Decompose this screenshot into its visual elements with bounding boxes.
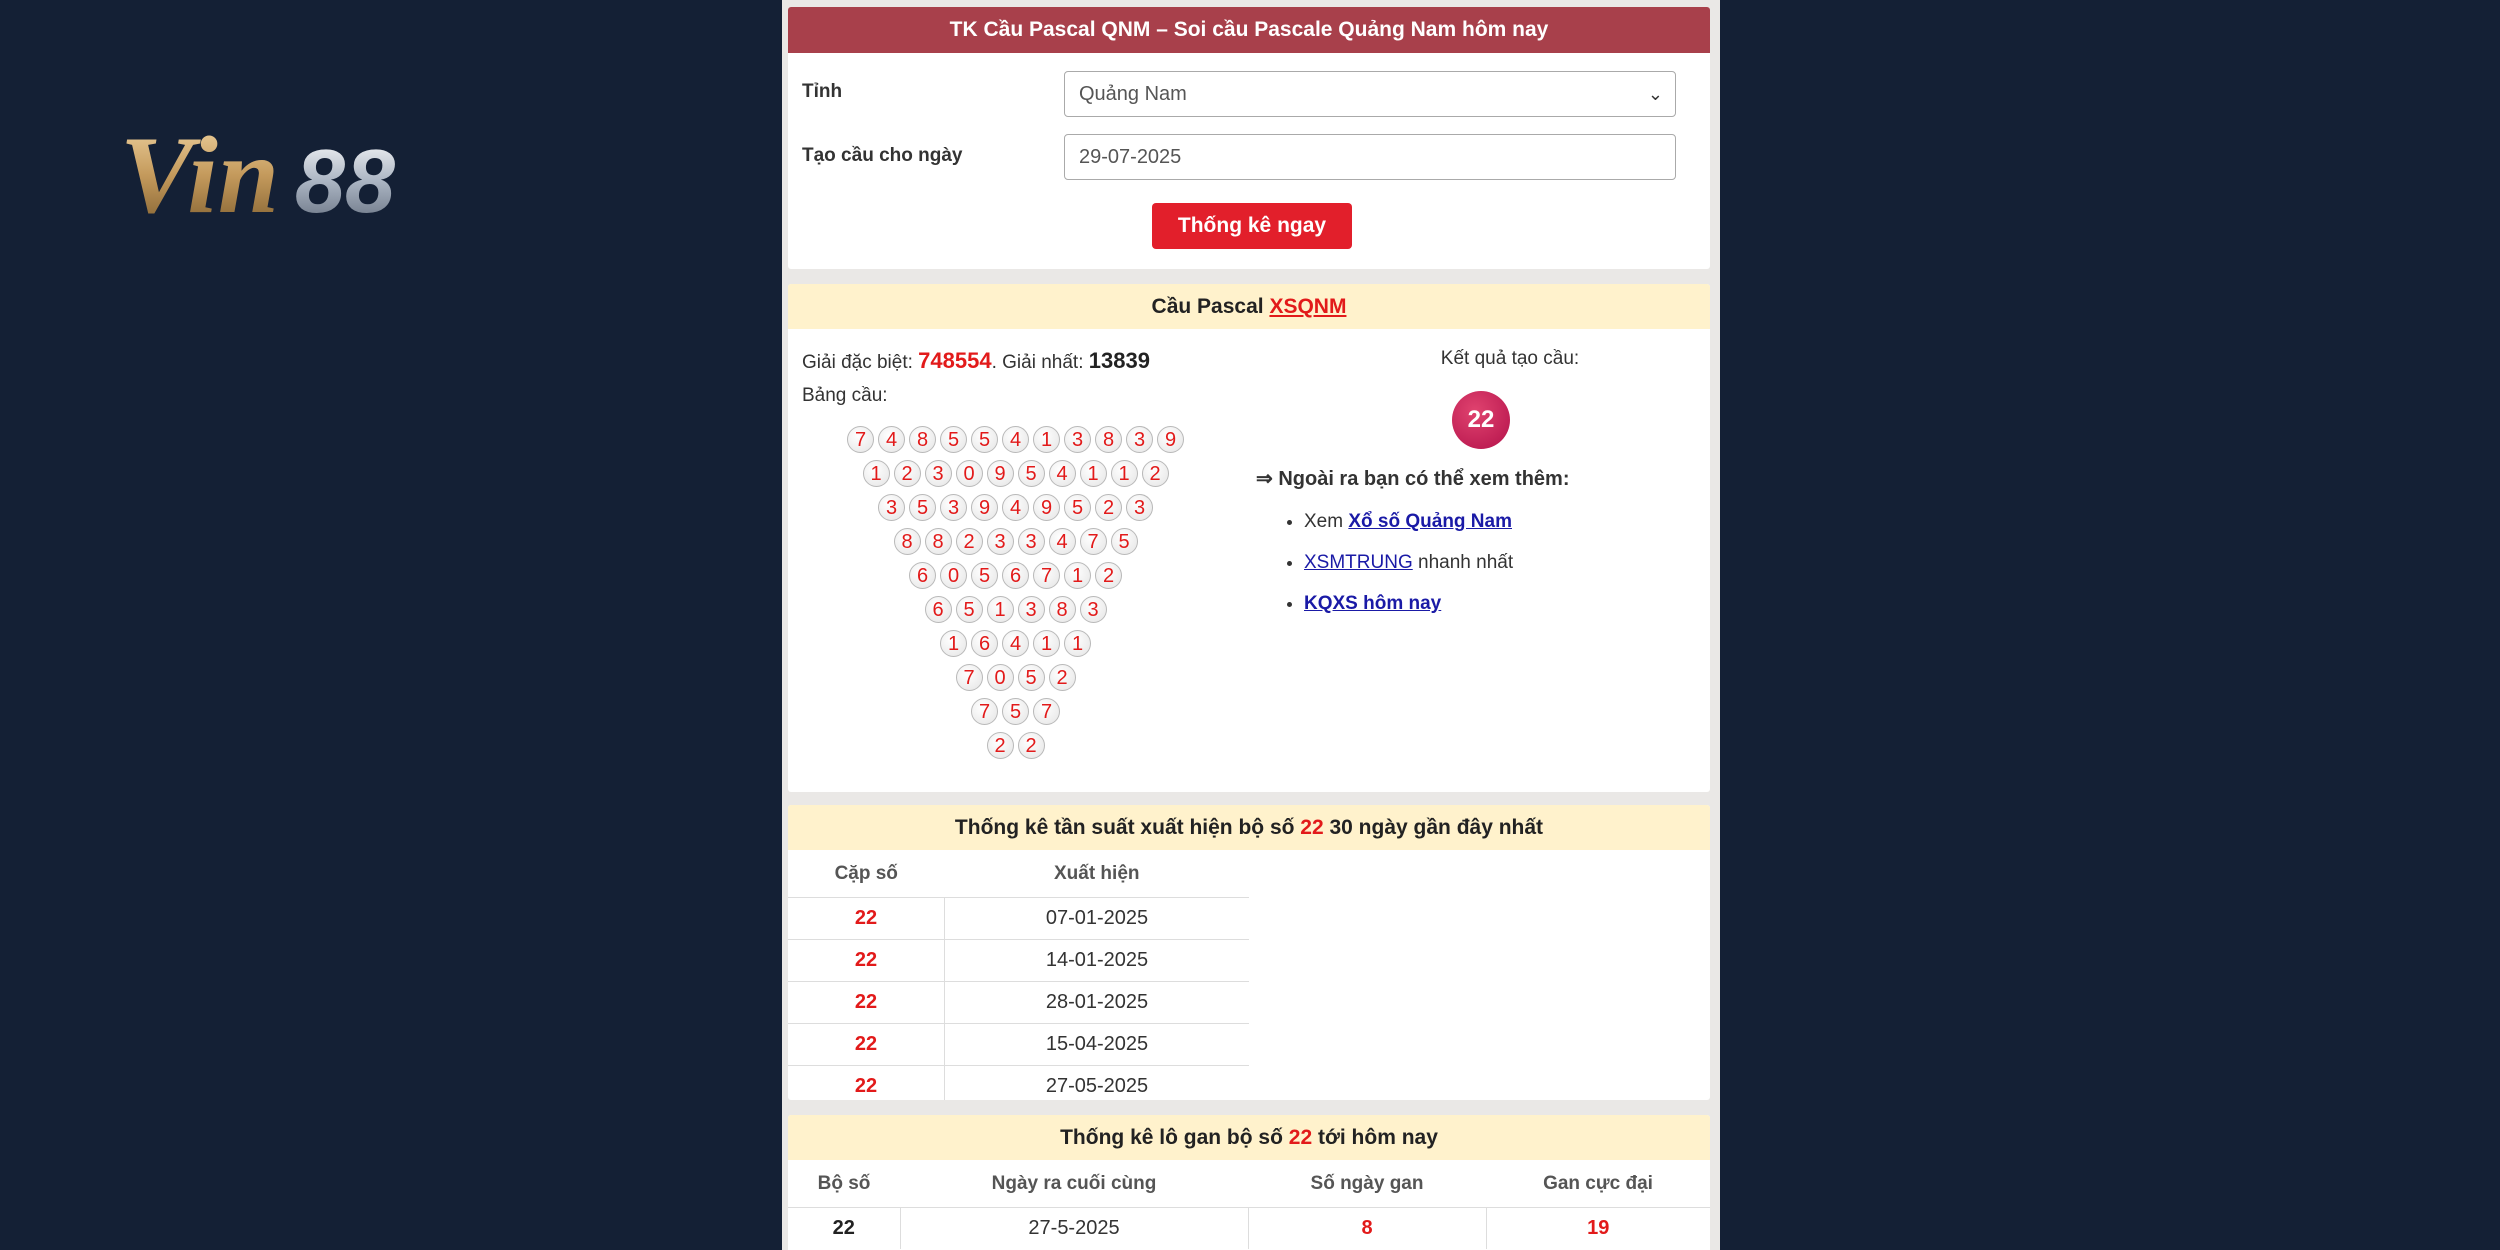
pascal-ball: 2 [1095, 562, 1122, 589]
form-title: TK Cầu Pascal QNM – Soi cầu Pascale Quảng Nam hôm nay [788, 7, 1710, 53]
pascal-ball: 2 [1018, 732, 1045, 759]
pascal-ball: 1 [1033, 630, 1060, 657]
pascal-ball: 8 [894, 528, 921, 555]
col-gan-days-header: Số ngày gan [1310, 1172, 1424, 1194]
table-row [788, 1208, 1710, 1250]
pair-cell: 22 [788, 1024, 945, 1066]
date-cell: 15-04-2025 [945, 1024, 1250, 1066]
pascal-title-prefix: Cầu Pascal [1151, 295, 1270, 318]
table-row [788, 1024, 1249, 1066]
first-label: . Giải nhất: [991, 352, 1089, 373]
pascal-ball: 3 [1018, 596, 1045, 623]
date-label: Tạo cầu cho ngày [802, 145, 963, 166]
pascal-result-card [788, 284, 1710, 792]
main-column [782, 0, 1720, 1250]
pascal-ball: 0 [956, 460, 983, 487]
pascal-ball: 2 [1049, 664, 1076, 691]
pascal-ball: 2 [956, 528, 983, 555]
pascal-ball: 3 [1080, 596, 1107, 623]
gan-title-prefix: Thống kê lô gan bộ số [1060, 1126, 1289, 1149]
pair-cell: 22 [788, 982, 945, 1024]
pascal-ball: 3 [1126, 494, 1153, 521]
gan-title-number: 22 [1288, 1126, 1313, 1149]
board-label: Bảng cầu: [802, 385, 888, 406]
pascal-ball: 1 [940, 630, 967, 657]
pascal-ball: 4 [1049, 528, 1076, 555]
pascal-ball: 5 [1064, 494, 1091, 521]
pascal-ball: 9 [1157, 426, 1184, 453]
pascal-ball: 7 [1080, 528, 1107, 555]
col-number-header: Bộ số [817, 1172, 871, 1194]
pascal-ball: 1 [1064, 562, 1091, 589]
table-row [788, 940, 1249, 982]
province-select[interactable] [1064, 71, 1676, 117]
freq-title-number: 22 [1300, 816, 1324, 839]
list-item [1304, 547, 1513, 588]
pascal-ball: 5 [956, 596, 983, 623]
pascal-ball: 1 [1064, 630, 1091, 657]
last-date-cell: 27-5-2025 [900, 1208, 1248, 1250]
date-cell: 14-01-2025 [945, 940, 1250, 982]
pascal-ball: 3 [1064, 426, 1091, 453]
province-label: Tỉnh [802, 81, 843, 102]
pascal-ball: 3 [940, 494, 967, 521]
pascal-ball: 7 [971, 698, 998, 725]
pascal-ball: 1 [1033, 426, 1060, 453]
pascal-ball: 1 [863, 460, 890, 487]
pascal-ball: 8 [925, 528, 952, 555]
pair-cell: 22 [788, 940, 945, 982]
frequency-title [788, 805, 1710, 850]
pascal-ball: 7 [956, 664, 983, 691]
max-gan-cell: 19 [1486, 1208, 1710, 1250]
special-label: Giải đặc biệt: [802, 352, 919, 373]
submit-button[interactable]: Thống kê ngay [1152, 203, 1352, 249]
col-pair-header: Cặp số [834, 862, 898, 884]
pair-cell: 22 [788, 898, 945, 940]
province-value: Quảng Nam [1079, 83, 1187, 105]
pascal-ball: 6 [925, 596, 952, 623]
col-appear-header: Xuất hiện [1053, 862, 1140, 884]
date-cell: 07-01-2025 [945, 898, 1250, 940]
gan-days-cell: 8 [1248, 1208, 1486, 1250]
pair-cell: 22 [788, 1066, 945, 1101]
pascal-ball: 4 [1002, 630, 1029, 657]
freq-title-prefix: Thống kê tần suất xuất hiện bộ số [954, 816, 1301, 839]
gan-card [788, 1115, 1710, 1250]
pascal-ball: 4 [1002, 494, 1029, 521]
col-max-gan-header: Gan cực đại [1543, 1172, 1653, 1194]
pascal-ball: 1 [1080, 460, 1107, 487]
pascal-ball: 6 [909, 562, 936, 589]
result-label: Kết quả tạo cầu: [1440, 348, 1580, 369]
more-title: ⇒ Ngoài ra bạn có thể xem thêm: [1256, 468, 1570, 490]
gan-table [788, 1160, 1710, 1249]
pascal-ball: 5 [909, 494, 936, 521]
pascal-ball: 5 [1018, 664, 1045, 691]
pascal-ball: 5 [940, 426, 967, 453]
pascal-ball: 4 [1049, 460, 1076, 487]
number-cell: 22 [788, 1208, 900, 1250]
logo-88-text: 88 [295, 132, 396, 232]
pascal-ball: 5 [1018, 460, 1045, 487]
pascal-ball: 3 [1018, 528, 1045, 555]
freq-title-suffix: 30 ngày gần đây nhất [1323, 816, 1544, 839]
logo-vin-text: Vin [120, 114, 280, 236]
list-item [1304, 506, 1513, 547]
pascal-ball: 0 [987, 664, 1014, 691]
date-input[interactable]: 29-07-2025 [1064, 134, 1676, 180]
pascal-ball: 5 [971, 562, 998, 589]
col-last-date-header: Ngày ra cuối cùng [991, 1172, 1157, 1194]
more-2-suffix: nhanh nhất [1412, 552, 1514, 573]
pascal-ball: 9 [987, 460, 1014, 487]
pascal-ball: 6 [1002, 562, 1029, 589]
pascal-ball: 1 [1111, 460, 1138, 487]
pascal-form-card [788, 7, 1710, 269]
pascal-ball: 9 [971, 494, 998, 521]
pascal-ball: 4 [878, 426, 905, 453]
pascal-ball: 6 [971, 630, 998, 657]
pascal-ball: 8 [1049, 596, 1076, 623]
pascal-ball: 7 [1033, 562, 1060, 589]
pascal-ball: 3 [925, 460, 952, 487]
kqxs-today-link[interactable]: KQXS hôm nay [1304, 593, 1442, 614]
gan-title [788, 1115, 1710, 1160]
pascal-ball: 0 [940, 562, 967, 589]
pascal-ball: 5 [1002, 698, 1029, 725]
pascal-ball: 3 [1126, 426, 1153, 453]
prize-line [802, 348, 1150, 374]
pascal-ball: 9 [1033, 494, 1060, 521]
chevron-down-icon: ⌄ [1647, 84, 1663, 104]
pascal-ball: 2 [987, 732, 1014, 759]
pascal-ball: 8 [1095, 426, 1122, 453]
list-item [1304, 588, 1513, 629]
pascal-ball: 3 [987, 528, 1014, 555]
pascal-ball: 2 [1142, 460, 1169, 487]
frequency-table [788, 850, 1249, 1100]
pascal-ball: 2 [1095, 494, 1122, 521]
table-row [788, 982, 1249, 1024]
pascal-ball: 1 [987, 596, 1014, 623]
date-cell: 28-01-2025 [945, 982, 1250, 1024]
frequency-card [788, 805, 1710, 1100]
xsmtrung-link[interactable]: XSMTRUNG [1304, 552, 1413, 573]
special-value: 748554 [918, 348, 992, 373]
pascal-ball: 4 [1002, 426, 1029, 453]
more-1-prefix: Xem [1304, 511, 1349, 532]
pascal-ball: 8 [909, 426, 936, 453]
date-cell: 27-05-2025 [945, 1066, 1250, 1101]
table-row [788, 1066, 1249, 1101]
pascal-ball: 5 [1111, 528, 1138, 555]
pascal-ball: 3 [878, 494, 905, 521]
pascal-ball: 2 [894, 460, 921, 487]
xs-quang-nam-link[interactable]: Xổ số Quảng Nam [1348, 511, 1512, 532]
pascal-ball: 7 [1033, 698, 1060, 725]
table-row [788, 898, 1249, 940]
pascal-ball: 7 [847, 426, 874, 453]
pascal-title [788, 284, 1710, 329]
pascal-ball: 5 [971, 426, 998, 453]
more-links-list [1280, 506, 1513, 629]
vin88-logo [120, 112, 500, 242]
xsqnm-link[interactable]: XSQNM [1269, 295, 1347, 318]
gan-title-suffix: tới hôm nay [1312, 1126, 1438, 1149]
result-ball: 22 [1452, 391, 1510, 449]
first-value: 13839 [1088, 348, 1150, 373]
